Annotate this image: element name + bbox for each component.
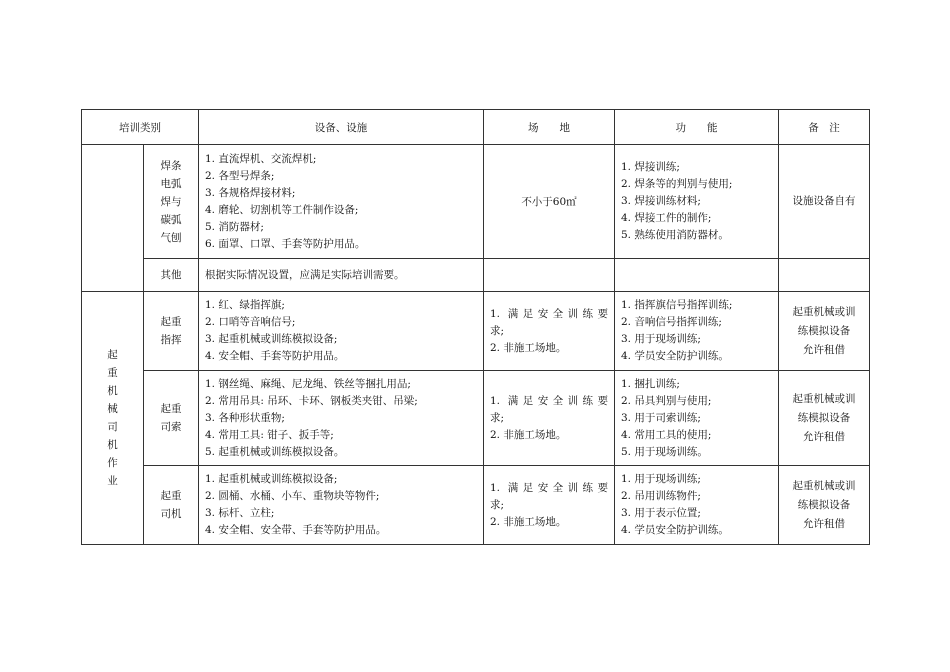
header-remark: 备 注 [779, 110, 870, 145]
category-char: 业 [107, 475, 118, 487]
list-item: 5. 消防器材; [205, 220, 264, 233]
header-equipment: 设备、设施 [199, 110, 484, 145]
category-char: 机 [107, 385, 118, 397]
list-item: 1. 焊接训练; [621, 161, 680, 173]
function-cell [615, 466, 779, 545]
subcategory-text: 起重 [160, 490, 182, 502]
function-cell [615, 259, 779, 292]
header-category: 培训类别 [82, 110, 199, 145]
list-item: 1. 直流焊机、交流焊机; [205, 152, 317, 165]
list-item: 3. 起重机械或训练模拟设备; [205, 333, 338, 345]
list-item: 4. 焊接工件的制作; [621, 212, 712, 224]
list-item: 2. 吊用训练物件; [621, 490, 701, 502]
remark-text: 练模拟设备 [797, 498, 851, 511]
subcategory-text: 电弧 [160, 177, 182, 190]
list-item: 2. 各型号焊条; [205, 169, 275, 182]
list-item: 2. 音响信号指挥训练; [621, 316, 722, 328]
list-item: 4. 学员安全防护训练。 [621, 524, 729, 536]
list-item: 5. 起重机械或训练模拟设备。 [205, 445, 345, 458]
equipment-cell [199, 466, 484, 545]
subcategory-text: 起重 [160, 403, 182, 415]
remark-text: 起重机械或训 [792, 479, 856, 492]
list-item: 5. 熟练使用消防器材。 [621, 229, 729, 241]
subcategory-text: 其他 [160, 269, 182, 281]
list-item: 4. 安全帽、手套等防护用品。 [205, 350, 345, 362]
table-row-welding [82, 145, 870, 259]
subcategory-text: 司索 [160, 421, 182, 433]
subcategory-cell [144, 145, 199, 259]
list-item: 4. 安全帽、安全带、手套等防护用品。 [205, 524, 387, 536]
list-item: 3. 标杆、立柱; [205, 507, 275, 519]
remark-text: 练模拟设备 [797, 411, 851, 424]
table-row-crane-operator [82, 466, 870, 545]
site-text: 2. 非施工场地。 [490, 341, 567, 354]
list-item: 3. 用于表示位置; [621, 507, 701, 519]
list-item: 根据实际情况设置，应满足实际培训需要。 [205, 268, 405, 281]
category-char: 重 [107, 367, 118, 379]
equipment-cell [199, 371, 484, 466]
subcategory-text: 起重 [160, 316, 182, 328]
site-cell [484, 371, 615, 466]
category-cell-group1 [82, 145, 144, 292]
subcategory-cell [144, 466, 199, 545]
remark-cell [779, 259, 870, 292]
remark-cell [779, 145, 870, 259]
subcategory-cell [144, 292, 199, 371]
remark-text: 起重机械或训 [792, 305, 856, 318]
remark-text: 设施设备自有 [792, 195, 856, 207]
header-function: 功 能 [615, 110, 779, 145]
category-cell-crane [82, 292, 144, 545]
list-item: 6. 面罩、口罩、手套等防护用品。 [205, 237, 366, 250]
list-item: 2. 口哨等音响信号; [205, 316, 296, 328]
site-text: 1. 满足安全训练要 [490, 394, 608, 407]
site-cell: 不小于60㎡ [484, 145, 615, 259]
list-item: 2. 吊具判别与使用; [621, 394, 712, 407]
category-char: 机 [107, 439, 118, 451]
subcategory-text: 碳弧 [160, 213, 182, 226]
category-char: 司 [107, 421, 118, 433]
list-item: 1. 捆扎训练; [621, 377, 680, 390]
site-text: 1. 满足安全训练要 [490, 481, 608, 494]
remark-cell [779, 371, 870, 466]
subcategory-text: 焊与 [160, 195, 182, 208]
list-item: 5. 用于现场训练。 [621, 445, 708, 458]
site-cell [484, 259, 615, 292]
header-row [82, 110, 870, 145]
list-item: 2. 圆桶、水桶、小车、重物块等物件; [205, 490, 380, 502]
function-cell [615, 292, 779, 371]
training-facility-table [81, 109, 870, 545]
remark-text: 起重机械或训 [792, 392, 856, 405]
list-item: 1. 起重机械或训练模拟设备; [205, 473, 338, 485]
list-item: 4. 常用工具: 钳子、扳手等; [205, 428, 334, 441]
table-row-other [82, 259, 870, 292]
header-site: 场 地 [484, 110, 615, 145]
subcategory-cell [144, 259, 199, 292]
remark-text: 允许租借 [803, 517, 845, 530]
equipment-cell [199, 292, 484, 371]
function-cell [615, 371, 779, 466]
list-item: 3. 各规格焊接材料; [205, 186, 296, 199]
equipment-cell [199, 259, 484, 292]
remark-text: 允许租借 [803, 343, 845, 356]
subcategory-text: 焊条 [160, 159, 182, 172]
remark-text: 允许租借 [803, 430, 845, 443]
remark-cell [779, 292, 870, 371]
remark-text: 练模拟设备 [797, 324, 851, 337]
category-char: 械 [107, 403, 118, 415]
list-item: 2. 焊条等的判别与使用; [621, 178, 733, 190]
equipment-cell [199, 145, 484, 259]
category-char: 起 [107, 349, 118, 361]
list-item: 1. 钢丝绳、麻绳、尼龙绳、铁丝等捆扎用品; [205, 377, 411, 390]
site-text: 2. 非施工场地。 [490, 515, 567, 528]
site-text: 求; [490, 498, 505, 511]
site-text: 求; [490, 324, 505, 337]
list-item: 4. 常用工具的使用; [621, 428, 712, 441]
subcategory-text: 司机 [160, 508, 182, 520]
list-item: 1. 红、绿指挥旗; [205, 299, 285, 311]
function-cell [615, 145, 779, 259]
list-item: 3. 用于现场训练; [621, 333, 701, 345]
site-text: 2. 非施工场地。 [490, 428, 567, 441]
table-row-lifting-rigging [82, 371, 870, 466]
list-item: 4. 学员安全防护训练。 [621, 350, 729, 362]
list-item: 2. 常用吊具: 吊环、卡环、钢板类夹钳、吊梁; [205, 394, 418, 407]
table-row-lifting-signal [82, 292, 870, 371]
list-item: 3. 用于司索训练; [621, 411, 701, 424]
subcategory-text: 指挥 [160, 334, 182, 346]
category-char: 作 [107, 457, 118, 469]
site-text: 1. 满足安全训练要 [490, 307, 608, 320]
subcategory-text: 气刨 [160, 231, 182, 244]
list-item: 1. 指挥旗信号指挥训练; [621, 299, 733, 311]
list-item: 4. 磨轮、切割机等工件制作设备; [205, 203, 359, 216]
subcategory-cell [144, 371, 199, 466]
site-cell [484, 292, 615, 371]
remark-cell [779, 466, 870, 545]
list-item: 1. 用于现场训练; [621, 473, 701, 485]
list-item: 3. 焊接训练材料; [621, 195, 701, 207]
site-text: 求; [490, 411, 505, 424]
site-cell [484, 466, 615, 545]
list-item: 3. 各种形状重物; [205, 411, 285, 424]
